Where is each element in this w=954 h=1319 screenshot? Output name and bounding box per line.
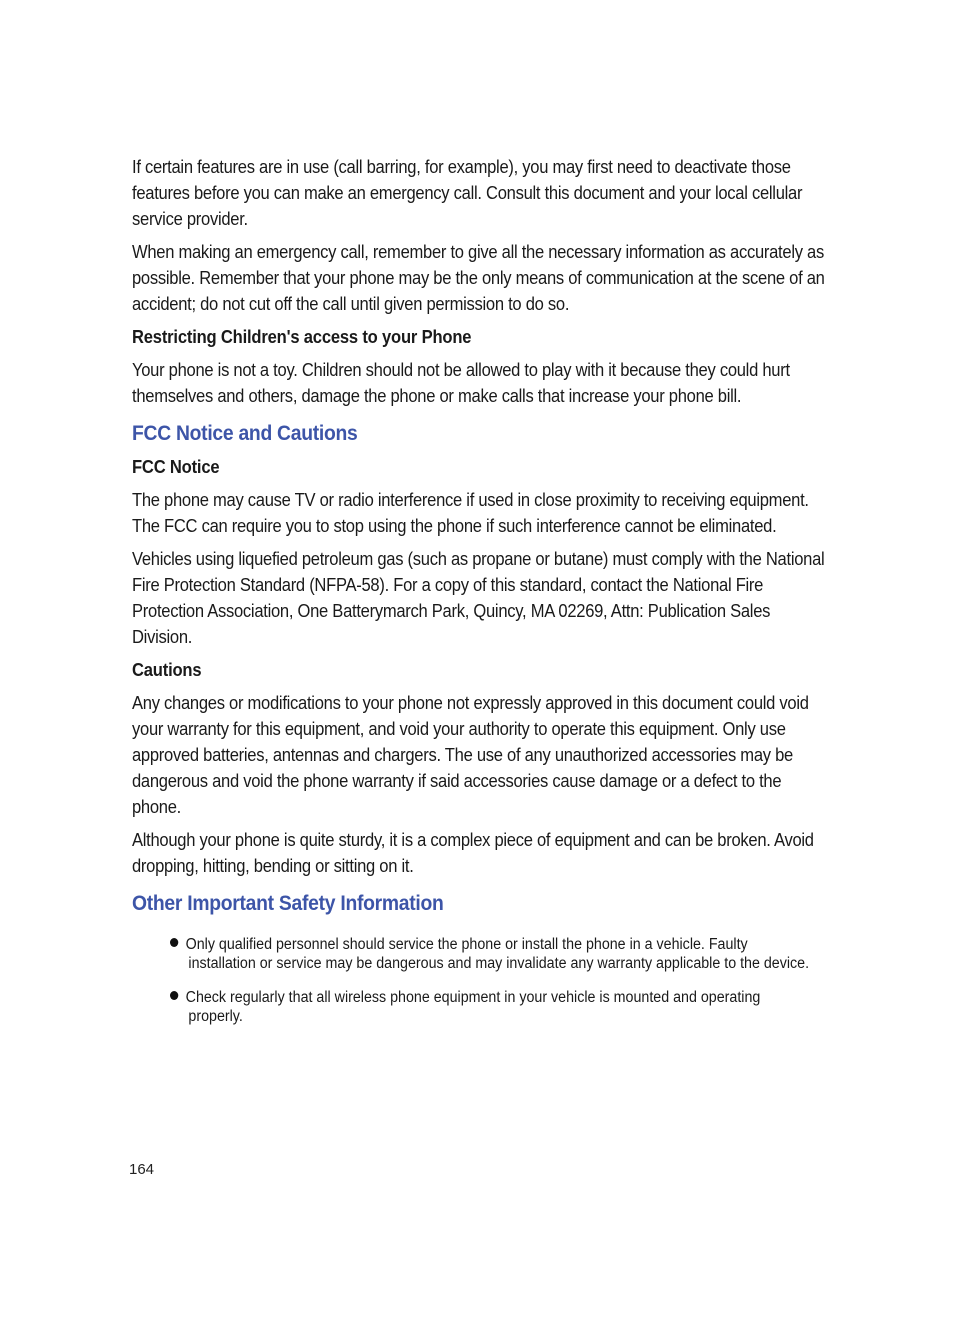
section-title-fcc: FCC Notice and Cautions [132,422,358,445]
paragraph-emergency-call: When making an emergency call, remember to give all the necessary information as accurately as possible. Remember that your phone may be the only means of communication at the scene of an accident; do not cut off the call until given permission to do so. [132,242,825,314]
paragraph-fcc-lpg: Vehicles using liquefied petroleum gas (such as propane or butane) must comply with the National Fire Protection Standard (NFPA-58). For a copy of this standard, contact the National Fire Protection Association, One Batterymarch Park, Quincy, MA 02269, Attn: Publication Sales Division. [132,549,825,647]
bullet-icon [170,991,178,1000]
list-item-text: Only qualified personnel should service the phone or install the phone in a vehicle. Faulty installation or service may be dangerous and may invalidate any warranty applicable to the device. [185,936,810,972]
safety-bullet-list [132,935,828,1026]
paragraph-cautions-modifications: Any changes or modifications to your phone not expressly approved in this document could void your warranty for this equipment, and void your authority to operate this equipment. Only use approved batteries, antennas and chargers. The use of any unauthorized accessories may be dangerous and void the phone warranty if said accessories cause damage or a defect to the phone. [132,693,809,817]
heading-restricting-children: Restricting Children's access to your Phone [132,327,472,347]
heading-fcc-notice: FCC Notice [132,457,220,477]
paragraph-restricting-children: Your phone is not a toy. Children should not be allowed to play with it because they could hurt themselves and others, damage the phone or make calls that increase your phone bill. [132,360,790,406]
list-item-text: Check regularly that all wireless phone equipment in your vehicle is mounted and operating properly. [185,989,761,1025]
page-number: 164 [129,1161,155,1178]
list-item [170,935,814,973]
paragraph-cautions-sturdy: Although your phone is quite sturdy, it is a complex piece of equipment and can be broken. Avoid dropping, hitting, bending or sitting on it. [132,830,814,876]
section-title-other-safety: Other Important Safety Information [132,892,444,915]
heading-cautions: Cautions [132,660,202,680]
bullet-icon [170,938,178,947]
list-item [170,988,814,1026]
paragraph-call-barring: If certain features are in use (call barring, for example), you may first need to deactivate those features before you can make an emergency call. Consult this document and your local cellular service provider. [132,157,803,229]
page-content [132,154,828,1041]
paragraph-fcc-interference: The phone may cause TV or radio interference if used in close proximity to receiving equipment. The FCC can require you to stop using the phone if such interference cannot be eliminated. [132,490,809,536]
